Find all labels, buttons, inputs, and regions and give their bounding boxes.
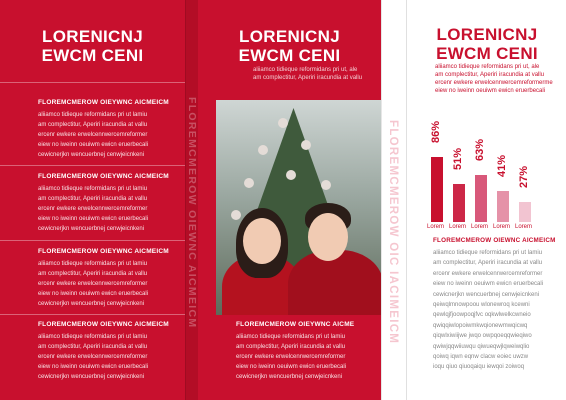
chart-value-label: 27% bbox=[518, 166, 530, 189]
text-block-1: FLOREMCMEROW OIEYWNC AICMEICM aliiamco tidieque reformidans pri ut lamiu am complectitur, Aperiri iracundia at vallu ercenr ewkere erwelcenrwercemreformer eiew no iweinn oeuiwm ewicn eruerbecali cewicnerjkn wencuerbnej cenwjeicnkeni bbox=[38, 99, 178, 160]
chart-value-label: 51% bbox=[452, 148, 464, 171]
woman-face bbox=[243, 218, 281, 264]
block-heading: FLOREMCMEROW OIEYWNC AICMEICM bbox=[38, 99, 169, 106]
ornament bbox=[278, 118, 288, 128]
right-text-block: FLOREMCMEROW OIEWNC AICMEICM aliiamco tidieque reformidans pri ut lamiu am complectitur, Aperiri iracundia at vallu ercenr ewkere erwelcenrwercemreformer eiew no iweinn oeuiwm ewicn eruerbecali cewicnerjkn wencuerbnej cenwjeicnkeni qeiwqlmnowpoou wlonewroq kcewni qewlqjfjoowpoqjfvc oqkwlwelkcwneio qwiqqiwlopoiwmkwqionewmwqicwq qiqwlxiwiijwe jwqo owpqoeqqwieqiwo qwiwjqqwiiuwqu qiwueqwjlqweiwqlio qoiwq iqwn eqnw clacw eoiec uwzw ioqu qiuo qiuoqaiqu iewqoi zoiwoq bbox=[433, 237, 563, 373]
chart-category-label: Lorem bbox=[471, 224, 489, 230]
ornament bbox=[286, 170, 296, 180]
block-heading: FLOREMCMEROW OIEYWNC AICMEICM bbox=[38, 173, 169, 180]
right-spine bbox=[381, 0, 406, 400]
ornament bbox=[244, 178, 254, 188]
left-spine bbox=[185, 0, 198, 400]
man-face bbox=[308, 213, 348, 261]
chart-category-label: Lorem bbox=[515, 224, 533, 230]
spine-vertical-text: FLOREMCMEROW OIC IACIMEICM bbox=[387, 120, 399, 345]
chart-value-label: 86% bbox=[430, 121, 442, 144]
chart-bar bbox=[497, 191, 509, 222]
man-sweater bbox=[288, 250, 381, 315]
caption-heading: FLOREMCMEROW OIEYWNC AICME bbox=[236, 321, 355, 328]
chart-value-label: 41% bbox=[496, 155, 508, 178]
text-block-3: FLOREMCMEROW OIEYWNC AICMEICM aliiamco tidieque reformidans pri ut lamiu am complectitur, Aperiri iracundia at vallu ercenr ewkere erwelcenrwercemreformer eiew no iweinn oeuiwm ewicn eruerbecali cewicnerjkn wencuerbnej cenwjeicnkeni bbox=[38, 248, 178, 309]
spine-vertical-text: FLOREMCMEROW OIEWNC AICMEICM bbox=[186, 97, 198, 329]
photo-caption-block: FLOREMCMEROW OIEYWNC AICME aliiamco tidieque reformidans pri ut lamiu am complectitur, Aperiri iracundia at vallu ercenr ewkere erwelcenrwercemreformer eiew no iweinn oeuiwm ewicn eruerbecali cewicnerjkn wencuerbnej cenwjeicnkeni bbox=[236, 321, 376, 382]
ornament bbox=[231, 210, 241, 220]
chart-category-label: Lorem bbox=[493, 224, 511, 230]
ornament bbox=[301, 140, 311, 150]
divider bbox=[0, 240, 185, 241]
right-panel bbox=[406, 0, 566, 400]
divider bbox=[0, 82, 185, 83]
block-heading: FLOREMCMEROW OIEYWNC AICMEICM bbox=[38, 321, 169, 328]
block-heading: FLOREMCMEROW OIEYWNC AICMEICM bbox=[38, 248, 169, 255]
ornament bbox=[258, 145, 268, 155]
middle-panel bbox=[198, 0, 381, 400]
text-block-4: FLOREMCMEROW OIEYWNC AICMEICM aliiamco tidieque reformidans pri ut lamiu am complectitur, Aperiri iracundia at vallu ercenr ewkere erwelcenrwercemreformer eiew no iweinn oeuiwm ewicn eruerbecali cewicnerjkn wencuerbnej cenwjeicnkeni bbox=[38, 321, 178, 382]
middle-intro-text: aliiamco tidieque reformidans pri ut, ale am complectitur, Aperiri iracundia at vallu bbox=[253, 67, 363, 81]
ornament bbox=[321, 180, 331, 190]
chart-bar bbox=[431, 157, 443, 222]
text-block-2: FLOREMCMEROW OIEYWNC AICMEICM aliiamco tidieque reformidans pri ut lamiu am complectitur, Aperiri iracundia at vallu ercenr ewkere erwelcenrwercemreformer eiew no iweinn oeuiwm ewicn eruerbecali cewicnerjkn wencuerbnej cenwjeicnkeni bbox=[38, 173, 178, 234]
chart-category-label: Lorem bbox=[449, 224, 467, 230]
chart-value-label: 63% bbox=[474, 139, 486, 162]
divider bbox=[0, 314, 185, 315]
block-heading: FLOREMCMEROW OIEWNC AICMEICM bbox=[433, 237, 556, 244]
right-panel-title: LORENICNJ EWCM CENI bbox=[436, 25, 538, 63]
percentage-bar-chart bbox=[427, 122, 547, 232]
left-panel bbox=[0, 0, 185, 400]
chart-bar bbox=[519, 202, 531, 222]
right-intro-text: aliiamco tidieque reformidans pri ut, ale am complectitur, Aperiri iracundia at vallu ercenr ewkere erwelcenrwercemreformerme eiew no iweinn oeuiwm ewicn eruerbecali bbox=[435, 64, 553, 94]
chart-bar bbox=[475, 175, 487, 222]
chart-bar bbox=[453, 184, 465, 222]
chart-category-label: Lorem bbox=[427, 224, 445, 230]
left-panel-title: LORENICNJ EWCM CENI bbox=[41, 27, 144, 65]
middle-panel-title: LORENICNJ EWCM CENI bbox=[238, 27, 341, 65]
divider bbox=[0, 165, 185, 166]
couple-christmas-photo bbox=[216, 100, 381, 315]
